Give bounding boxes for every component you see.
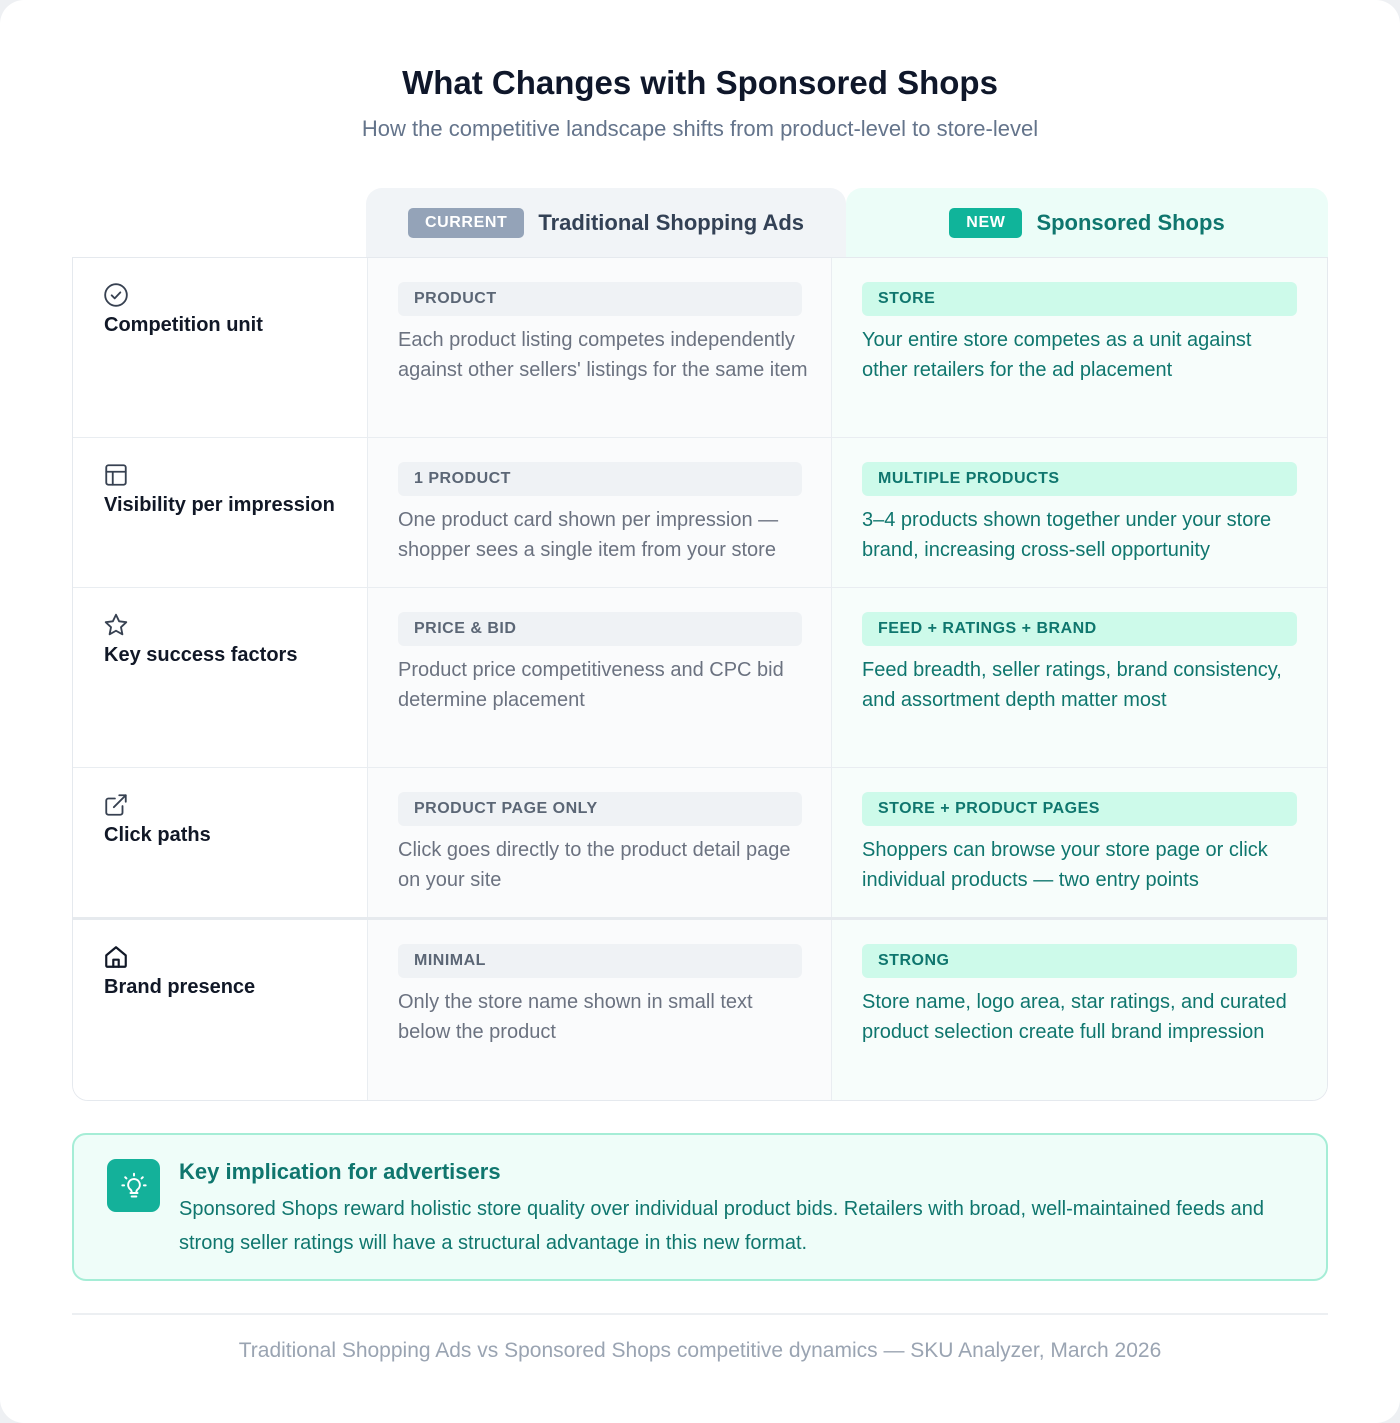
lightbulb-icon xyxy=(107,1159,160,1212)
new-tag: STORE + PRODUCT PAGES xyxy=(862,792,1297,826)
callout-title: Key implication for advertisers xyxy=(179,1159,501,1184)
new-cell xyxy=(832,588,1328,767)
column-header-current xyxy=(366,188,846,258)
new-cell xyxy=(832,258,1328,437)
new-description: Your entire store competes as a unit against other retailers for the ad placement xyxy=(862,329,1252,381)
table-row xyxy=(73,588,1327,768)
table-row xyxy=(73,768,1327,920)
home-icon xyxy=(103,944,129,970)
callout-text: Sponsored Shops reward holistic store quality over individual product bids. Retailers with broad, well-maintained feeds and strong seller ratings will have a structural advantage in this new format. xyxy=(179,1198,1265,1254)
row-label: Visibility per impression xyxy=(104,494,335,516)
star-icon xyxy=(103,612,129,638)
new-tag: STRONG xyxy=(862,944,1297,978)
current-cell xyxy=(368,920,832,1101)
row-label: Brand presence xyxy=(104,976,256,998)
current-badge: CURRENT xyxy=(408,208,524,238)
footer-caption: Traditional Shopping Ads vs Sponsored Shops competitive dynamics — SKU Analyzer, March 2026 xyxy=(238,1339,1162,1362)
row-label-cell xyxy=(73,920,368,1101)
new-description: Feed breadth, seller ratings, brand consistency, and assortment depth matter most xyxy=(862,659,1282,711)
table-row xyxy=(73,920,1327,1101)
current-description: Product price competitiveness and CPC bid determine placement xyxy=(398,659,784,711)
current-cell xyxy=(368,258,832,437)
row-label: Click paths xyxy=(104,824,211,846)
current-column-label: Traditional Shopping Ads xyxy=(538,210,805,235)
current-cell xyxy=(368,768,832,917)
new-tag: MULTIPLE PRODUCTS xyxy=(862,462,1297,496)
new-description: 3–4 products shown together under your store brand, increasing cross-sell opportunity xyxy=(862,509,1272,561)
new-description: Shoppers can browse your store page or click individual products — two entry points xyxy=(862,839,1268,891)
current-cell xyxy=(368,438,832,587)
current-cell xyxy=(368,588,832,767)
current-tag: PRODUCT xyxy=(398,282,802,316)
current-description: Only the store name shown in small text below the product xyxy=(398,991,753,1043)
check-circle-icon xyxy=(103,282,129,308)
table-row xyxy=(73,438,1327,588)
comparison-table xyxy=(72,257,1328,1101)
current-tag: PRODUCT PAGE ONLY xyxy=(398,792,802,826)
row-label: Key success factors xyxy=(104,644,298,666)
row-label: Competition unit xyxy=(104,314,263,336)
new-badge: NEW xyxy=(949,208,1022,238)
current-description: Each product listing competes independently against other sellers' listings for the same item xyxy=(398,329,808,381)
current-tag: MINIMAL xyxy=(398,944,802,978)
key-implication-callout xyxy=(72,1133,1328,1281)
new-tag: FEED + RATINGS + BRAND xyxy=(862,612,1297,646)
column-header-new xyxy=(846,188,1328,258)
page-subtitle: How the competitive landscape shifts from product-level to store-level xyxy=(361,116,1039,141)
new-cell xyxy=(832,920,1328,1101)
new-cell xyxy=(832,768,1328,917)
new-column-label: Sponsored Shops xyxy=(1036,210,1225,235)
current-tag: PRICE & BID xyxy=(398,612,802,646)
row-label-cell xyxy=(73,438,368,587)
row-label-cell xyxy=(73,258,368,437)
layout-icon xyxy=(103,462,129,488)
current-description: One product card shown per impression — shopper sees a single item from your store xyxy=(398,509,779,561)
row-label-cell xyxy=(73,588,368,767)
new-cell xyxy=(832,438,1328,587)
footer-divider xyxy=(72,1313,1328,1315)
row-label-cell xyxy=(73,768,368,917)
new-description: Store name, logo area, star ratings, and curated product selection create full brand impression xyxy=(862,991,1287,1043)
new-tag: STORE xyxy=(862,282,1297,316)
external-link-icon xyxy=(103,792,129,818)
page-title: What Changes with Sponsored Shops xyxy=(402,64,998,101)
table-row xyxy=(73,258,1327,438)
current-description: Click goes directly to the product detail page on your site xyxy=(398,839,791,891)
current-tag: 1 PRODUCT xyxy=(398,462,802,496)
